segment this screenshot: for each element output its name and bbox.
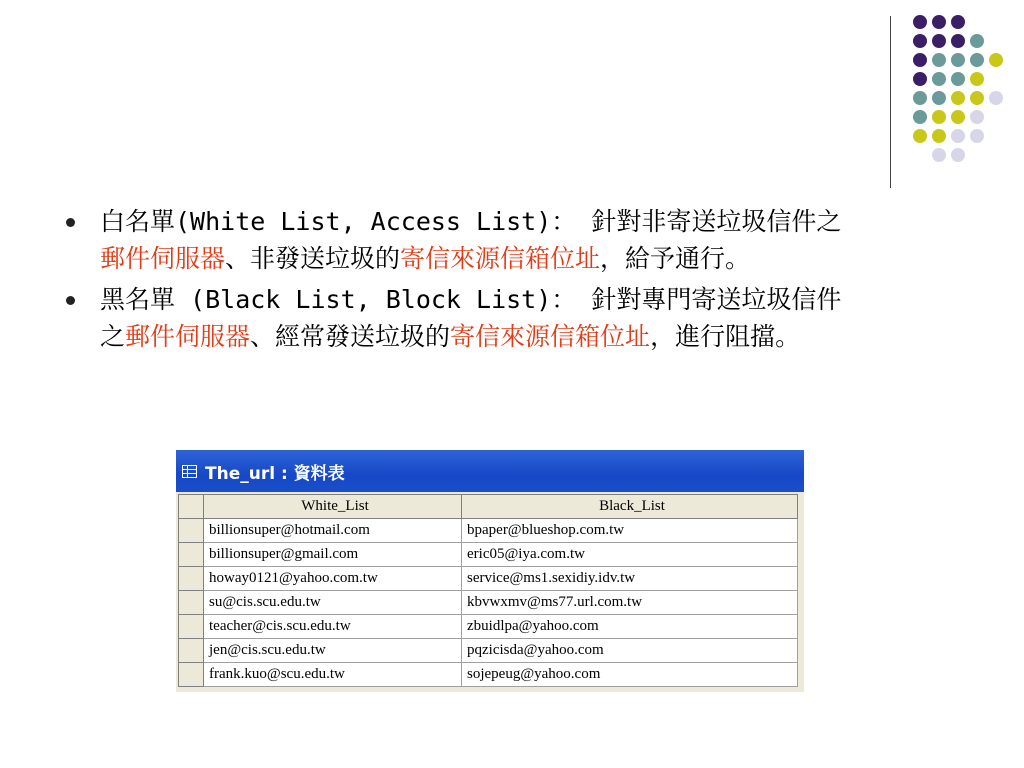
bullet-text: 黑名單 (Black List, Block List)： 針對專門寄送垃圾信件之: [100, 285, 842, 351]
row-selector[interactable]: [179, 663, 204, 687]
decorative-divider-line: [890, 16, 891, 188]
bullet-text: 、非發送垃圾的: [225, 244, 401, 273]
highlighted-text: 寄信來源信箱位址: [450, 322, 651, 351]
bullet-text: 白名單(White List, Access List)： 針對非寄送垃圾信件之: [100, 207, 842, 236]
black-list-cell[interactable]: service@ms1.sexidiy.idv.tw: [462, 567, 798, 591]
row-selector[interactable]: [179, 567, 204, 591]
highlighted-text: 寄信來源信箱位址: [400, 244, 601, 273]
decor-dot: [951, 129, 965, 143]
table-row[interactable]: [179, 663, 798, 687]
bullet-text: 、經常發送垃圾的: [250, 322, 451, 351]
white-list-cell[interactable]: su@cis.scu.edu.tw: [204, 591, 462, 615]
decor-dot: [913, 110, 927, 124]
white-list-cell[interactable]: teacher@cis.scu.edu.tw: [204, 615, 462, 639]
decor-dot: [951, 34, 965, 48]
white-list-cell[interactable]: frank.kuo@scu.edu.tw: [204, 663, 462, 687]
column-header-black-list[interactable]: Black_List: [462, 495, 798, 519]
bullet-item: [62, 281, 862, 355]
corner-selector[interactable]: [179, 495, 204, 519]
decor-dot: [951, 72, 965, 86]
bullet-text: ，進行阻擋。: [650, 322, 801, 351]
decor-dot: [913, 91, 927, 105]
black-list-cell[interactable]: zbuidlpa@yahoo.com: [462, 615, 798, 639]
decor-dot: [932, 15, 946, 29]
row-selector[interactable]: [179, 591, 204, 615]
table-icon: [182, 465, 197, 478]
decor-dot: [932, 72, 946, 86]
table-row[interactable]: [179, 615, 798, 639]
bullet-text: ，給予通行。: [600, 244, 751, 273]
decor-dot: [970, 53, 984, 67]
decorative-dot-pattern: [0, 0, 1024, 200]
table-row[interactable]: [179, 519, 798, 543]
window-titlebar[interactable]: [176, 450, 804, 492]
decor-dot: [913, 72, 927, 86]
decor-dot: [989, 53, 1003, 67]
decor-dot: [913, 129, 927, 143]
bullet-item: [62, 203, 862, 277]
highlighted-text: 郵件伺服器: [100, 244, 226, 273]
table-row[interactable]: [179, 543, 798, 567]
row-selector[interactable]: [179, 639, 204, 663]
row-selector[interactable]: [179, 543, 204, 567]
black-list-cell[interactable]: bpaper@blueshop.com.tw: [462, 519, 798, 543]
decor-dot: [913, 15, 927, 29]
white-list-cell[interactable]: billionsuper@hotmail.com: [204, 519, 462, 543]
decor-dot: [951, 15, 965, 29]
decor-dot: [932, 34, 946, 48]
decor-dot: [913, 53, 927, 67]
column-header-white-list[interactable]: White_List: [204, 495, 462, 519]
decor-dot: [970, 72, 984, 86]
decor-dot: [970, 129, 984, 143]
row-selector[interactable]: [179, 519, 204, 543]
decor-dot: [970, 110, 984, 124]
table-row[interactable]: [179, 591, 798, 615]
white-list-cell[interactable]: billionsuper@gmail.com: [204, 543, 462, 567]
decor-dot: [932, 91, 946, 105]
decor-dot: [989, 91, 1003, 105]
window-title: The_url : 資料表: [205, 463, 345, 484]
decor-dot: [932, 129, 946, 143]
table-row[interactable]: [179, 639, 798, 663]
decor-dot: [951, 53, 965, 67]
decor-dot: [932, 110, 946, 124]
black-list-cell[interactable]: eric05@iya.com.tw: [462, 543, 798, 567]
decor-dot: [970, 91, 984, 105]
decor-dot: [951, 91, 965, 105]
header-row: [179, 495, 798, 519]
bullet-dot-icon: [66, 296, 75, 305]
decor-dot: [913, 34, 927, 48]
decor-dot: [951, 148, 965, 162]
row-selector[interactable]: [179, 615, 204, 639]
table-row[interactable]: [179, 567, 798, 591]
decor-dot: [932, 148, 946, 162]
decor-dot: [932, 53, 946, 67]
black-list-cell[interactable]: kbvwxmv@ms77.url.com.tw: [462, 591, 798, 615]
black-list-cell[interactable]: sojepeug@yahoo.com: [462, 663, 798, 687]
data-grid: [178, 494, 798, 687]
white-list-cell[interactable]: howay0121@yahoo.com.tw: [204, 567, 462, 591]
white-list-cell[interactable]: jen@cis.scu.edu.tw: [204, 639, 462, 663]
decor-dot: [970, 34, 984, 48]
bullet-list: [62, 203, 862, 359]
highlighted-text: 郵件伺服器: [125, 322, 251, 351]
black-list-cell[interactable]: pqzicisda@yahoo.com: [462, 639, 798, 663]
bullet-dot-icon: [66, 218, 75, 227]
decor-dot: [951, 110, 965, 124]
table-window: [176, 450, 804, 692]
